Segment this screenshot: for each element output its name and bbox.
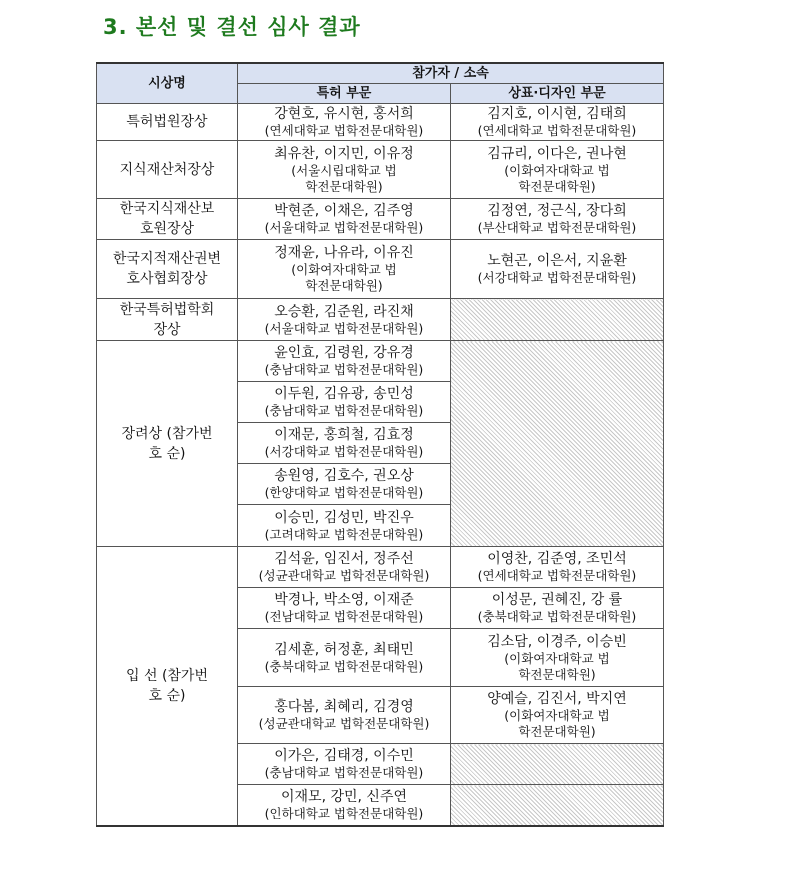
team-names: 홍다봄, 최혜리, 김경영: [274, 699, 414, 715]
team-names: 김정연, 정근식, 장다희: [487, 203, 627, 219]
patent-cell: [238, 785, 451, 826]
patent-cell: [238, 547, 451, 588]
header-participants: 참가자 / 소속: [238, 63, 664, 84]
team-affiliation: (충남대학교 법학전문대학원): [264, 362, 424, 377]
header-award: 시상명: [97, 63, 238, 104]
section-title: 3. 본선 및 결선 심사 결과: [103, 15, 361, 39]
patent-cell: [238, 240, 451, 299]
team-names: 양예슬, 김진서, 박지연: [487, 691, 627, 707]
patent-cell: [238, 299, 451, 341]
patent-cell: [238, 341, 451, 382]
team-names: 박현준, 이채은, 김주영: [274, 203, 414, 219]
design-cell: [451, 629, 664, 687]
team-names: 오승환, 김준원, 라진채: [274, 303, 414, 320]
team-names: 송원영, 김호수, 권오상: [274, 468, 414, 484]
team-affiliation: (충북대학교 법학전문대학원): [477, 609, 637, 624]
team-affiliation: (충남대학교 법학전문대학원): [264, 403, 424, 418]
team-affiliation: (서울대학교 법학전문대학원): [264, 320, 424, 336]
award-name: 입 선 (참가번호 순): [97, 547, 238, 826]
team-affiliation: (이화여자대학교 법학전문대학원): [291, 262, 397, 293]
team-affiliation: (서울대학교 법학전문대학원): [264, 220, 424, 235]
design-cell: [451, 240, 664, 299]
design-cell: [451, 588, 664, 629]
team-names: 김지호, 이시현, 김태희: [487, 106, 627, 122]
team-names: 김세훈, 허정훈, 최태민: [274, 641, 414, 658]
team-affiliation: (전남대학교 법학전문대학원): [264, 609, 424, 624]
team-names: 노현곤, 이은서, 지윤환: [487, 253, 627, 269]
results-table: [96, 62, 664, 827]
team-affiliation: (이화여자대학교 법학전문대학원): [504, 708, 610, 739]
award-name: 장려상 (참가번호 순): [97, 341, 238, 547]
team-affiliation: (인하대학교 법학전문대학원): [264, 805, 424, 821]
team-names: 이두원, 김유광, 송민성: [274, 386, 414, 402]
team-affiliation: (연세대학교 법학전문대학원): [477, 123, 637, 138]
team-names: 박경나, 박소영, 이재준: [274, 592, 414, 608]
team-names: 이승민, 김성민, 박진우: [274, 509, 414, 526]
team-affiliation: (한양대학교 법학전문대학원): [264, 485, 424, 500]
empty-hatched-cell: [451, 744, 664, 785]
team-affiliation: (연세대학교 법학전문대학원): [264, 123, 424, 138]
team-affiliation: (충북대학교 법학전문대학원): [264, 658, 424, 674]
team-names: 윤인효, 김령원, 강유경: [274, 345, 414, 361]
team-affiliation: (서강대학교 법학전문대학원): [477, 270, 637, 285]
patent-cell: [238, 141, 451, 199]
team-names: 이재모, 강민, 신주연: [281, 788, 407, 805]
award-name: 한국지식재산보호원장상: [97, 199, 238, 240]
design-cell: [451, 104, 664, 141]
team-affiliation: (연세대학교 법학전문대학원): [477, 568, 637, 583]
team-affiliation: (이화여자대학교 법학전문대학원): [504, 650, 610, 682]
design-cell: [451, 199, 664, 240]
patent-cell: [238, 629, 451, 687]
patent-cell: [238, 423, 451, 464]
team-affiliation: (이화여자대학교 법학전문대학원): [504, 162, 610, 194]
patent-cell: [238, 104, 451, 141]
team-names: 이재문, 홍희철, 김효정: [274, 427, 414, 443]
empty-hatched-cell: [451, 299, 664, 341]
patent-cell: [238, 744, 451, 785]
team-names: 김석윤, 임진서, 정주선: [274, 551, 414, 567]
patent-cell: [238, 464, 451, 505]
award-name: 한국지적재산권변호사협회장상: [97, 240, 238, 299]
team-names: 김소담, 이경주, 이승빈: [487, 633, 627, 650]
team-affiliation: (부산대학교 법학전문대학원): [477, 220, 637, 235]
award-name: 지식재산처장상: [97, 141, 238, 199]
patent-cell: [238, 588, 451, 629]
patent-cell: [238, 687, 451, 744]
award-name: 특허법원장상: [97, 104, 238, 141]
empty-hatched-cell: [451, 341, 664, 547]
design-cell: [451, 141, 664, 199]
team-names: 이성문, 권혜진, 강 률: [491, 592, 623, 608]
patent-cell: [238, 382, 451, 423]
team-names: 강현호, 유시현, 홍서희: [274, 106, 414, 122]
team-affiliation: (충남대학교 법학전문대학원): [264, 765, 424, 780]
design-cell: [451, 547, 664, 588]
team-affiliation: (서강대학교 법학전문대학원): [264, 444, 424, 459]
team-affiliation: (성균관대학교 법학전문대학원): [258, 568, 430, 583]
award-name: 한국특허법학회장상: [97, 299, 238, 341]
team-names: 김규리, 이다은, 권나현: [487, 145, 627, 162]
team-affiliation: (서울시립대학교 법학전문대학원): [291, 162, 397, 194]
patent-cell: [238, 199, 451, 240]
team-names: 정재윤, 나유라, 이유진: [274, 245, 414, 261]
team-affiliation: (성균관대학교 법학전문대학원): [258, 716, 430, 731]
team-names: 최유찬, 이지민, 이유정: [274, 145, 414, 162]
team-names: 이영찬, 김준영, 조민석: [487, 551, 627, 567]
header-design: 상표·디자인 부문: [451, 84, 664, 104]
empty-hatched-cell: [451, 785, 664, 826]
team-names: 이가은, 김태경, 이수민: [274, 748, 414, 764]
team-affiliation: (고려대학교 법학전문대학원): [264, 526, 424, 542]
header-patent: 특허 부문: [238, 84, 451, 104]
patent-cell: [238, 505, 451, 547]
design-cell: [451, 687, 664, 744]
